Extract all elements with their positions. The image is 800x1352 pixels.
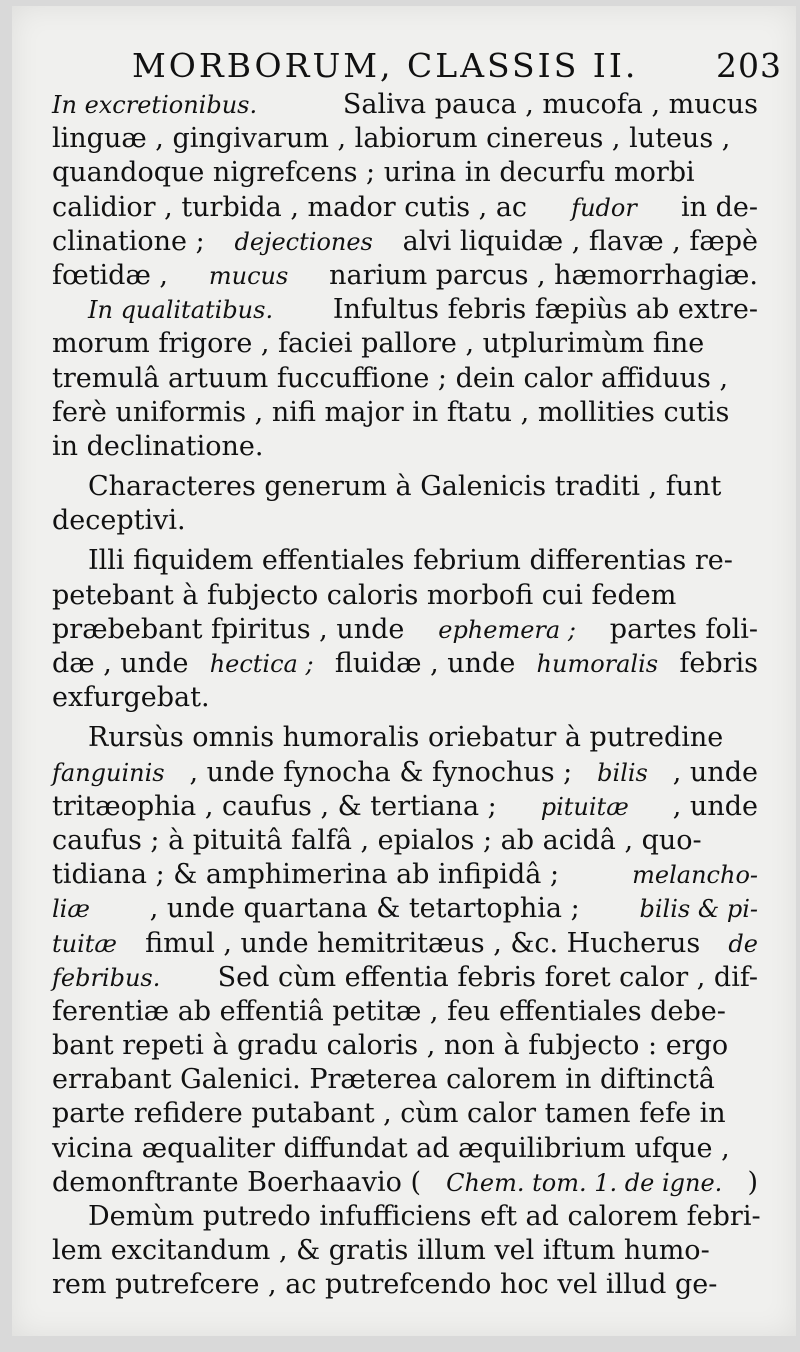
text-line [52,396,758,430]
italic-text: ephemera ; [438,615,576,644]
text-segment: ferentiæ ab effentiâ petitæ , feu effentiales debe- [52,995,726,1027]
italic-text: Chem. tom. 1. de igne. [446,1168,723,1197]
text-segment: fimul , unde hemitritæus , &c. Hucherus [145,927,701,959]
text-segment: partes foli- [609,613,758,645]
text-segment: alvi liquidæ , flavæ , fæpè [402,225,758,257]
text-segment: clinatione ; [52,225,205,257]
text-segment: Saliva pauca , mucofa , mucus [342,89,758,120]
text-segment: Sed cùm effentia febris foret calor , dif- [217,961,758,993]
text-line [52,470,758,504]
italic-text: fanguinis [52,758,165,787]
text-line [52,995,758,1029]
text-segment: deceptivi. [52,505,186,537]
text-line [52,647,758,681]
text-line [52,504,758,538]
text-segment: Demùm putredo infufficiens eft ad calorem febri- [88,1201,761,1232]
text-line [52,613,758,647]
italic-text: fudor [571,193,637,222]
text-segment: , unde quartana & tetartophia ; [149,893,580,925]
text-line [52,579,758,613]
text-segment: dæ , unde [52,648,189,679]
italic-text: tuitæ [52,929,117,958]
text-line [52,721,758,755]
text-segment: petebant à fubjecto caloris morbofi cui fedem [52,579,677,611]
text-segment: in declinatione. [52,430,264,462]
italic-text: In qualitatibus. [88,296,274,325]
text-segment: ) [747,1166,758,1198]
italic-text: de [728,929,758,958]
text-line [52,681,758,715]
text-segment: linguæ , gingivarum , labiorum cinereus , luteus , [52,123,731,155]
italic-text: bilis & pi- [639,895,758,924]
text-segment: febris [679,648,758,679]
text-line [52,293,758,327]
text-segment: exfurgebat. [52,682,210,714]
italic-text: humoralis [536,650,659,678]
text-segment: quandoque nigrefcens ; urina in decurfu morbi [52,157,695,189]
text-segment: demonftrante Boerhaavio ( [52,1166,421,1198]
page-number: 203 [716,46,782,85]
text-segment: , unde fynocha & fynochus ; [189,756,573,788]
italic-text: In excretionibus. [52,91,258,119]
text-segment: lem excitandum , & gratis illum vel iftum humo- [52,1235,710,1267]
text-segment: , unde [672,790,758,822]
italic-text: pituitæ [540,792,629,821]
text-segment: calidior , turbida , mador cutis , ac [52,191,528,223]
text-segment: Illi fiquidem effentiales febrium differentias re- [88,545,733,577]
text-line [52,927,758,961]
text-line [52,156,758,190]
text-segment: rem putrefcere , ac putrefcendo hoc vel illud ge- [52,1269,718,1301]
text-segment: bant repeti à gradu caloris , non à fubjecto : ergo [52,1030,729,1062]
text-line [52,961,758,995]
text-line [52,1200,761,1234]
text-segment: errabant Galenici. Præterea calorem in diftinctâ [52,1064,715,1096]
text-segment: ferè uniformis , nifi major in ftatu , mollities cutis [52,396,730,428]
text-line [52,858,758,892]
text-line [52,1063,758,1097]
italic-text: bilis [597,758,648,787]
text-line [52,225,758,259]
text-line [52,327,758,361]
text-line [52,1029,758,1063]
book-page [12,6,796,1336]
text-line [52,756,758,790]
text-line [52,1234,758,1268]
text-segment: fluidæ , unde [334,648,516,679]
text-line [52,790,758,824]
italic-text: liæ [52,895,90,924]
text-segment: Characteres generum à Galenicis traditi , funt [88,471,722,503]
text-segment: tremulâ artuum fuccuffione ; dein calor affiduus , [52,362,729,394]
text-line [52,191,758,225]
text-line [52,430,758,464]
text-segment: morum frigore , faciei pallore , utplurimùm fine [52,328,705,360]
text-line [52,892,758,926]
text-line [52,88,758,122]
text-segment: fœtidæ , [52,259,169,291]
text-segment: , unde [672,756,758,788]
italic-text: dejectiones [234,227,373,256]
text-segment: caufus ; à pituitâ falfâ , epialos ; ab acidâ , quo- [52,824,702,856]
text-segment: in de- [681,191,758,223]
text-segment: parte refidere putabant , cùm calor tamen fefe in [52,1098,726,1130]
text-segment: tritæophia , caufus , & tertiana ; [52,790,497,822]
text-line [52,1097,758,1131]
body-text [52,88,761,1303]
text-segment: præbebant fpiritus , unde [52,613,405,645]
italic-text: melancho- [632,861,758,890]
text-line [52,1268,758,1302]
italic-text: febribus. [52,963,161,992]
header-title: MORBORUM, CLASSIS II. [132,46,639,85]
text-line [52,544,758,578]
italic-text: mucus [208,261,289,290]
text-line [52,1132,758,1166]
italic-text: hectica ; [209,650,314,678]
text-line [52,824,758,858]
text-line [52,122,758,156]
text-line [52,1166,758,1200]
text-segment: vicina æqualiter diffundat ad æquilibrium ufque , [52,1132,730,1164]
text-line [52,259,758,293]
text-segment: Rursùs omnis humoralis oriebatur à putredine [88,722,724,754]
text-segment: narium parcus , hæmorrhagiæ. [329,259,758,291]
text-segment: Infultus febris fæpiùs ab extre- [332,294,758,326]
text-line [52,362,758,396]
text-segment: tidiana ; & amphimerina ab infipidâ ; [52,859,560,891]
